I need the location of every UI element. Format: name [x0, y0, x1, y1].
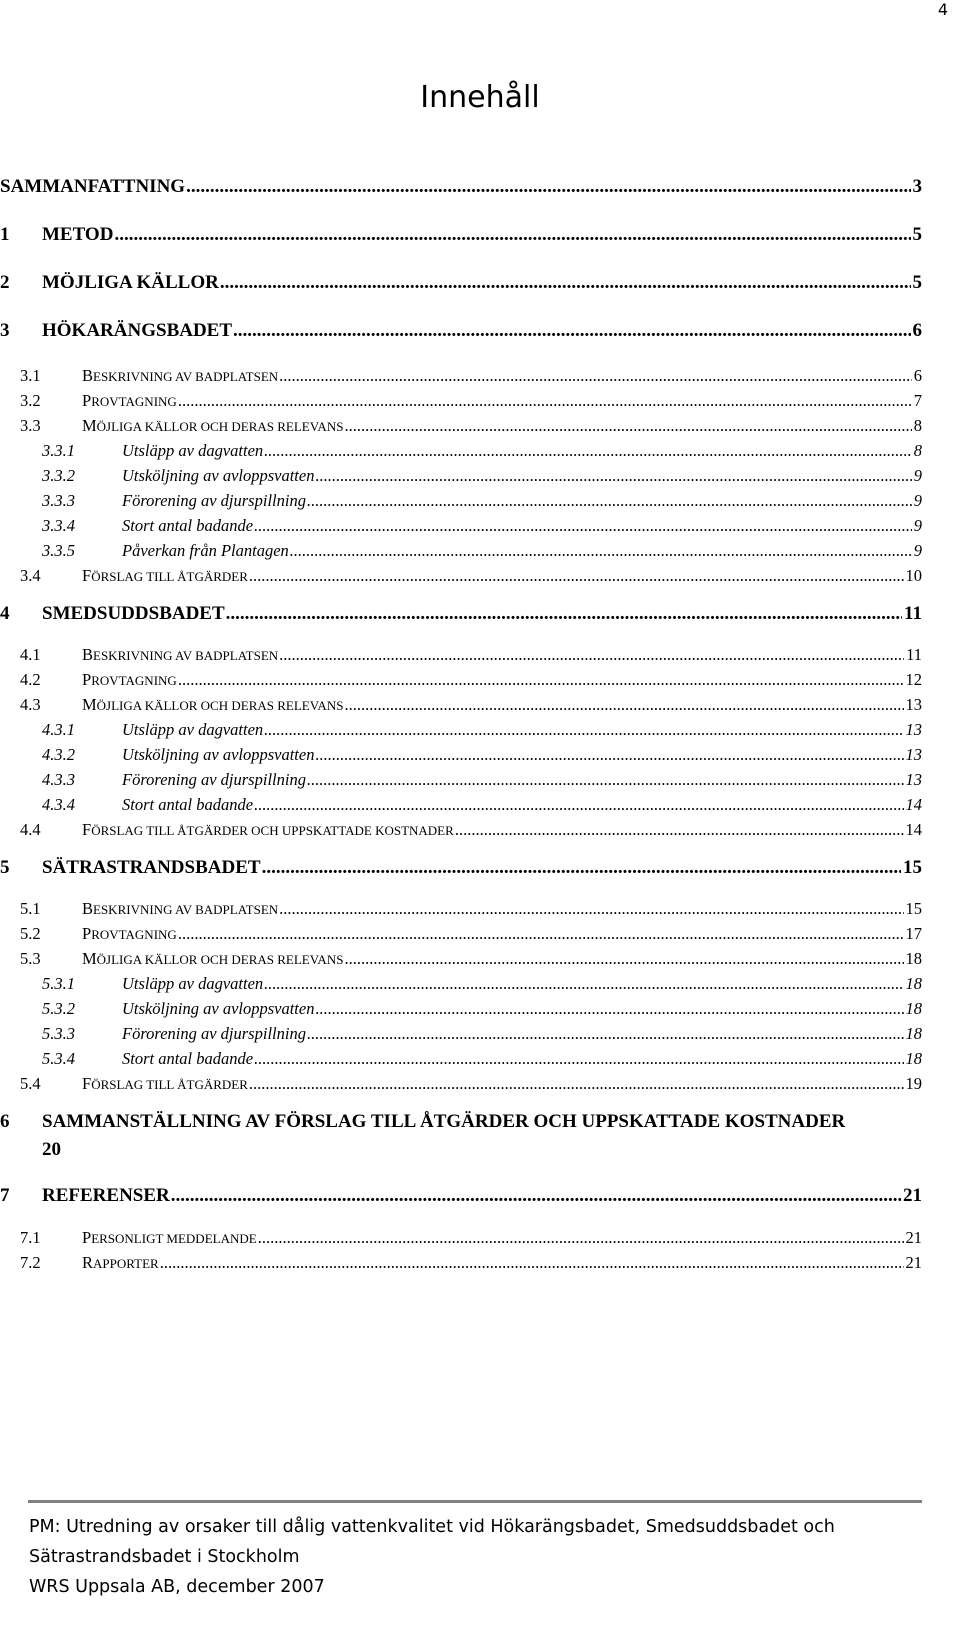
toc-entry-page: 18	[905, 999, 922, 1018]
toc-entry-page: 18	[905, 949, 922, 968]
toc-entry-text: Utsläpp av dagvatten	[122, 974, 264, 993]
toc-leader-dots	[315, 466, 911, 486]
toc-leader-dots	[220, 272, 911, 294]
toc-entry-text: MÖJLIGA KÄLLOR	[42, 272, 219, 293]
toc-entry-number: 5.1	[20, 899, 41, 918]
toc-entry-text: Utsköljning av avloppsvatten	[122, 745, 315, 764]
toc-entry-2[interactable]	[0, 272, 922, 294]
toc-entry-text: Utsläpp av dagvatten	[122, 441, 264, 460]
toc-entry-text: Påverkan från Plantagen	[122, 541, 289, 560]
toc-entry-sammanfattning[interactable]	[0, 176, 922, 198]
toc-entry-page: 5	[912, 272, 922, 293]
toc-entry-page: 14	[905, 795, 922, 814]
toc-entry-rest: ROVTAGNING	[91, 394, 177, 409]
toc-entry-number: 5.3.2	[42, 999, 75, 1018]
toc-entry-initial: P	[82, 670, 92, 689]
toc-entry-7[interactable]	[0, 1185, 922, 1207]
toc-leader-dots	[178, 670, 904, 690]
toc-entry-rest: ÖRSLAG TILL ÅTGÄRDER OCH UPPSKATTADE KOSTNADER	[91, 823, 454, 838]
toc-entry-number: 4.3.1	[42, 720, 75, 739]
toc-entry-number: 5.4	[20, 1074, 41, 1093]
toc-entry-number: 3.3	[20, 416, 41, 435]
toc-entry-text: Utsköljning av avloppsvatten	[122, 999, 315, 1018]
toc-entry-4-2[interactable]	[20, 670, 922, 690]
toc-leader-dots	[307, 491, 912, 511]
toc-entry-rest: ROVTAGNING	[91, 927, 177, 942]
toc-entry-text: Förorening av djurspillning	[122, 770, 306, 789]
toc-leader-dots	[171, 1185, 901, 1207]
toc-leader-dots	[254, 516, 912, 536]
toc-entry-5[interactable]	[0, 857, 922, 879]
toc-leader-dots	[344, 949, 903, 969]
toc-entry-3-3-1[interactable]	[42, 441, 922, 461]
toc-entry-4-3-2[interactable]	[42, 745, 922, 765]
toc-entry-5-3-1[interactable]	[42, 974, 922, 994]
toc-entry-3-1[interactable]	[20, 366, 922, 386]
toc-entry-text: REFERENSER	[42, 1185, 170, 1206]
toc-leader-dots	[455, 820, 904, 840]
toc-entry-rest: ÖRSLAG TILL ÅTGÄRDER	[91, 1077, 248, 1092]
toc-leader-dots	[344, 695, 903, 715]
toc-leader-dots	[315, 999, 903, 1019]
toc-entry-rest: ERSONLIGT MEDDELANDE	[91, 1231, 257, 1246]
toc-entry-text: Utsläpp av dagvatten	[122, 720, 264, 739]
toc-entry-text: Stort antal badande	[122, 795, 254, 814]
toc-leader-dots	[279, 899, 903, 919]
toc-entry-page: 15	[905, 899, 922, 918]
toc-entry-rest: ROVTAGNING	[91, 673, 177, 688]
toc-leader-dots	[254, 795, 903, 815]
toc-entry-text	[82, 566, 248, 586]
toc-entry-text	[82, 670, 177, 690]
toc-entry-rest: ÖJLIGA KÄLLOR OCH DERAS RELEVANS	[96, 952, 344, 967]
toc-entry-page: 11	[904, 603, 922, 624]
toc-entry-page: 13	[905, 745, 922, 764]
toc-entry-page: 9	[913, 516, 922, 535]
toc-entry-rest: ÖJLIGA KÄLLOR OCH DERAS RELEVANS	[96, 419, 344, 434]
toc-entry-page: 12	[905, 670, 922, 689]
toc-leader-dots	[315, 745, 903, 765]
toc-entry-number: 4	[0, 603, 10, 624]
toc-entry-initial: M	[82, 949, 97, 968]
toc-entry-3-2[interactable]	[20, 391, 922, 411]
toc-entry-page: 15	[903, 857, 922, 878]
toc-entry-initial: P	[82, 924, 92, 943]
toc-leader-dots	[160, 1253, 904, 1273]
toc-leader-dots	[233, 320, 910, 342]
toc-leader-dots	[279, 366, 912, 386]
toc-entry-page: 21	[903, 1185, 922, 1206]
toc-entry-rest: ESKRIVNING AV BADPLATSEN	[93, 648, 279, 663]
toc-entry-initial: F	[82, 1074, 92, 1093]
toc-entry-text	[82, 899, 278, 919]
toc-entry-page: 6	[912, 320, 922, 341]
toc-entry-rest: ÖRSLAG TILL ÅTGÄRDER	[91, 569, 248, 584]
toc-entry-number: 5.3.3	[42, 1024, 75, 1043]
toc-entry-page: 19	[905, 1074, 922, 1093]
toc-entry-text: Utsköljning av avloppsvatten	[122, 466, 315, 485]
toc-entry-rest: ESKRIVNING AV BADPLATSEN	[93, 369, 279, 384]
toc-entry-5-3[interactable]	[20, 949, 922, 969]
toc-leader-dots	[279, 645, 904, 665]
toc-entry-4-3-4[interactable]	[42, 795, 922, 815]
toc-entry-number: 7.1	[20, 1228, 41, 1247]
toc-entry-number: 4.2	[20, 670, 41, 689]
toc-leader-dots	[307, 770, 904, 790]
toc-entry-number: 6	[0, 1111, 10, 1132]
toc-leader-dots	[226, 603, 902, 625]
toc-entry-number: 7.2	[20, 1253, 41, 1272]
toc-leader-dots	[290, 541, 912, 561]
toc-leader-dots	[254, 1049, 903, 1069]
toc-entry-number: 5	[0, 857, 10, 878]
toc-entry-page: 9	[913, 491, 922, 510]
toc-entry-page: 3	[912, 176, 922, 197]
toc-entry-initial: R	[82, 1253, 94, 1272]
toc-leader-dots	[262, 857, 901, 879]
toc-leader-dots	[307, 1024, 904, 1044]
footer-line-2: Sätrastrandsbadet i Stockholm	[29, 1547, 300, 1567]
toc-entry-4-4[interactable]	[20, 820, 922, 840]
toc-entry-number: 5.3	[20, 949, 41, 968]
toc-entry-7-2[interactable]	[20, 1253, 922, 1273]
toc-entry-initial: F	[82, 566, 92, 585]
toc-entry-text: Stort antal badande	[122, 516, 254, 535]
toc-entry-text	[82, 391, 177, 411]
toc-entry-number: 3.1	[20, 366, 41, 385]
toc-entry-3-3-5[interactable]	[42, 541, 922, 561]
toc-entry-number: 3.2	[20, 391, 41, 410]
toc-entry-text	[82, 1074, 248, 1094]
toc-entry-4-3-1[interactable]	[42, 720, 922, 740]
toc-entry-text: SMEDSUDDSBADET	[42, 603, 225, 624]
toc-entry-page: 21	[905, 1228, 922, 1247]
toc-leader-dots	[178, 391, 912, 411]
toc-entry-text: SAMMANSTÄLLNING AV FÖRSLAG TILL ÅTGÄRDER OCH UPPSKATTADE KOSTNADER	[42, 1111, 846, 1132]
toc-entry-5-2[interactable]	[20, 924, 922, 944]
toc-entry-page: 20	[42, 1139, 61, 1160]
toc-leader-dots	[249, 1074, 904, 1094]
toc-entry-4[interactable]	[0, 603, 922, 625]
toc-entry-rest: ÖJLIGA KÄLLOR OCH DERAS RELEVANS	[96, 698, 344, 713]
toc-entry-text: HÖKARÄNGSBADET	[42, 320, 233, 341]
toc-entry-initial: M	[82, 695, 97, 714]
toc-entry-rest: APPORTER	[93, 1256, 159, 1271]
toc-entry-text	[82, 416, 343, 436]
footer	[29, 1512, 835, 1602]
toc-entry-number: 4.3.2	[42, 745, 75, 764]
toc-entry-initial: P	[82, 1228, 92, 1247]
toc-entry-number: 2	[0, 272, 10, 293]
toc-entry-number: 4.4	[20, 820, 41, 839]
toc-entry-3-3-4[interactable]	[42, 516, 922, 536]
toc-entry-text: Förorening av djurspillning	[122, 1024, 306, 1043]
page-title: Innehåll	[420, 80, 540, 115]
toc-entry-number: 1	[0, 224, 10, 245]
toc-entry-3-3[interactable]	[20, 416, 922, 436]
toc-entry-page: 18	[905, 1049, 922, 1068]
toc-entry-initial: B	[82, 366, 94, 385]
toc-entry-number: 4.3.3	[42, 770, 75, 789]
toc-entry-text	[82, 695, 343, 715]
toc-entry-text	[82, 1228, 257, 1248]
toc-entry-text	[82, 949, 343, 969]
page-number: 4	[937, 0, 948, 19]
toc-entry-number: 4.3	[20, 695, 41, 714]
toc-entry-number: 3.4	[20, 566, 41, 585]
toc-entry-number: 3.3.3	[42, 491, 75, 510]
toc-entry-number: 7	[0, 1185, 10, 1206]
toc-entry-5-4[interactable]	[20, 1074, 922, 1094]
toc-entry-initial: B	[82, 899, 94, 918]
toc-entry-page: 9	[913, 466, 922, 485]
toc-entry-text: METOD	[42, 224, 114, 245]
toc-entry-number: 3.3.5	[42, 541, 75, 560]
toc-entry-page: 10	[905, 566, 922, 585]
toc-entry-page: 18	[905, 974, 922, 993]
toc-entry-4-3-3[interactable]	[42, 770, 922, 790]
toc-leader-dots	[178, 924, 904, 944]
toc-entry-page: 7	[913, 391, 922, 410]
toc-leader-dots	[258, 1228, 904, 1248]
toc-entry-page: 18	[905, 1024, 922, 1043]
toc-entry-page: 13	[905, 770, 922, 789]
toc-entry-4-1[interactable]	[20, 645, 922, 665]
toc-entry-initial: P	[82, 391, 92, 410]
toc-entry-page: 17	[905, 924, 922, 943]
toc-entry-number: 3.3.1	[42, 441, 75, 460]
toc-entry-text	[82, 366, 278, 386]
toc-entry-page: 8	[913, 416, 922, 435]
toc-entry-7-1[interactable]	[20, 1228, 922, 1248]
toc-leader-dots	[249, 566, 904, 586]
toc-entry-rest: ESKRIVNING AV BADPLATSEN	[93, 902, 279, 917]
toc-entry-text	[82, 924, 177, 944]
toc-entry-page: 8	[913, 441, 922, 460]
toc-entry-text	[82, 820, 454, 840]
toc-entry-text	[82, 1253, 159, 1273]
toc-leader-dots	[264, 441, 912, 461]
toc-entry-number: 3.3.2	[42, 466, 75, 485]
toc-entry-page: 9	[913, 541, 922, 560]
toc-entry-text: SÄTRASTRANDSBADET	[42, 857, 261, 878]
toc-entry-5-3-2[interactable]	[42, 999, 922, 1019]
toc-entry-5-1[interactable]	[20, 899, 922, 919]
toc-entry-page: 21	[905, 1253, 922, 1272]
toc-entry-page: 14	[905, 820, 922, 839]
toc-entry-number: 3.3.4	[42, 516, 75, 535]
toc-leader-dots	[264, 720, 903, 740]
toc-entry-number: 3	[0, 320, 10, 341]
toc-entry-initial: F	[82, 820, 92, 839]
toc-leader-dots	[264, 974, 903, 994]
toc-entry-number: 5.2	[20, 924, 41, 943]
toc-leader-dots	[186, 176, 910, 198]
toc-entry-page: 13	[905, 720, 922, 739]
toc-entry-number: 4.1	[20, 645, 41, 664]
toc-entry-3-4[interactable]	[20, 566, 922, 586]
toc-entry-page: 6	[913, 366, 922, 385]
toc-entry-text: Stort antal badande	[122, 1049, 254, 1068]
toc-entry-3[interactable]	[0, 320, 922, 342]
toc-entry-3-3-3[interactable]	[42, 491, 922, 511]
toc-leader-dots	[344, 416, 911, 436]
toc-entry-4-3[interactable]	[20, 695, 922, 715]
toc-entry-3-3-2[interactable]	[42, 466, 922, 486]
toc-entry-text: Förorening av djurspillning	[122, 491, 306, 510]
footer-line-1: PM: Utredning av orsaker till dålig vattenkvalitet vid Hökarängsbadet, Smedsuddsbadet och	[29, 1517, 835, 1537]
toc-entry-5-3-3[interactable]	[42, 1024, 922, 1044]
toc-entry-text: SAMMANFATTNING	[0, 176, 186, 197]
footer-line-3: WRS Uppsala AB, december 2007	[29, 1577, 325, 1597]
toc-entry-1[interactable]	[0, 224, 922, 246]
toc-entry-page: 5	[912, 224, 922, 245]
toc-entry-page: 11	[906, 645, 922, 664]
toc-entry-initial: M	[82, 416, 97, 435]
toc-entry-5-3-4[interactable]	[42, 1049, 922, 1069]
toc-entry-number: 5.3.4	[42, 1049, 75, 1068]
toc-entry-number: 4.3.4	[42, 795, 75, 814]
toc-entry-initial: B	[82, 645, 94, 664]
toc-entry-page: 13	[905, 695, 922, 714]
toc-entry-number: 5.3.1	[42, 974, 75, 993]
footer-divider	[28, 1500, 922, 1503]
toc-leader-dots	[114, 224, 910, 246]
toc-entry-text	[82, 645, 278, 665]
